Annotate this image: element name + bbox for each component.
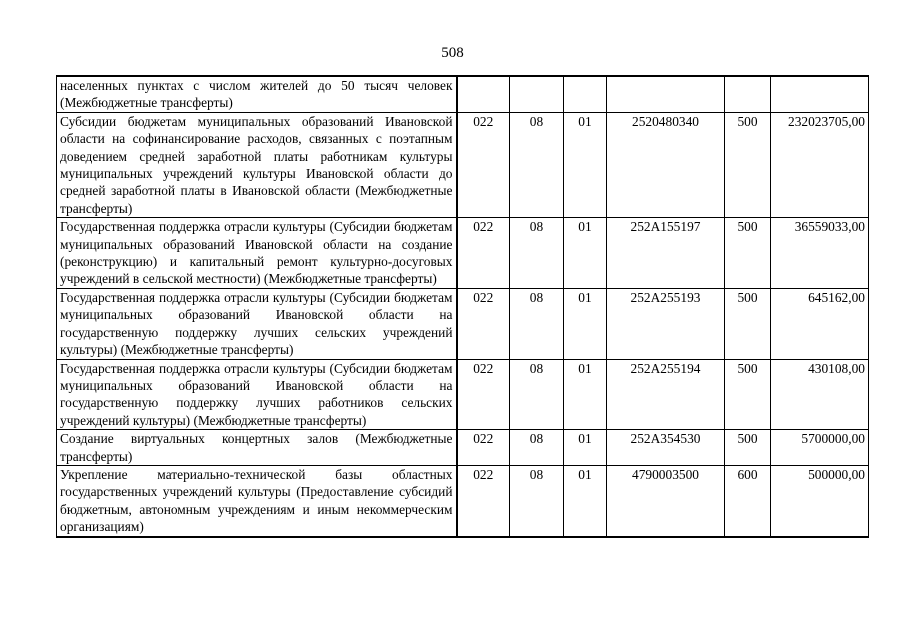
amount xyxy=(771,76,869,112)
subsection-code: 01 xyxy=(564,430,607,466)
amount: 500000,00 xyxy=(771,465,869,536)
budget-table xyxy=(56,75,869,538)
table-row xyxy=(57,465,869,536)
row-description: населенных пунктах с числом жителей до 50 тысяч человек (Межбюджетные трансферты) xyxy=(57,76,457,112)
expense-type-code: 500 xyxy=(725,430,771,466)
target-article-code: 2520480340 xyxy=(607,112,725,217)
table-row xyxy=(57,288,869,359)
subsection-code: 01 xyxy=(564,465,607,536)
ministry-code: 022 xyxy=(457,359,510,430)
row-description: Государственная поддержка отрасли культуры (Субсидии бюджетам муниципальных образований Ивановской области на государственную поддержку лучших работников сельских учреждений культуры) (Межбюджетные трансферты) xyxy=(57,359,457,430)
subsection-code xyxy=(564,76,607,112)
amount: 232023705,00 xyxy=(771,112,869,217)
section-code: 08 xyxy=(510,359,564,430)
section-code: 08 xyxy=(510,465,564,536)
section-code: 08 xyxy=(510,288,564,359)
subsection-code: 01 xyxy=(564,359,607,430)
amount: 430108,00 xyxy=(771,359,869,430)
target-article-code: 4790003500 xyxy=(607,465,725,536)
row-description: Государственная поддержка отрасли культуры (Субсидии бюджетам муниципальных образований Ивановской области на государственную поддержку лучших сельских учреждений культуры) (Межбюджетные трансферты) xyxy=(57,288,457,359)
section-code xyxy=(510,76,564,112)
row-description: Субсидии бюджетам муниципальных образований Ивановской области на софинансирование расходов, связанных с поэтапным доведением средней заработной платы работникам культуры муниципальных учреждений культуры Ивановской области до средней заработной платы в Ивановской области (Межбюджетные трансферты) xyxy=(57,112,457,217)
ministry-code xyxy=(457,76,510,112)
amount: 5700000,00 xyxy=(771,430,869,466)
expense-type-code: 500 xyxy=(725,218,771,289)
expense-type-code: 500 xyxy=(725,359,771,430)
target-article-code: 252А255194 xyxy=(607,359,725,430)
expense-type-code: 500 xyxy=(725,288,771,359)
ministry-code: 022 xyxy=(457,218,510,289)
section-code: 08 xyxy=(510,112,564,217)
section-code: 08 xyxy=(510,430,564,466)
table-row xyxy=(57,218,869,289)
ministry-code: 022 xyxy=(457,112,510,217)
expense-type-code: 500 xyxy=(725,112,771,217)
target-article-code: 252А354530 xyxy=(607,430,725,466)
amount: 645162,00 xyxy=(771,288,869,359)
row-description: Создание виртуальных концертных залов (Межбюджетные трансферты) xyxy=(57,430,457,466)
ministry-code: 022 xyxy=(457,465,510,536)
page-number: 508 xyxy=(441,45,464,61)
ministry-code: 022 xyxy=(457,430,510,466)
target-article-code xyxy=(607,76,725,112)
subsection-code: 01 xyxy=(564,218,607,289)
table-row xyxy=(57,112,869,217)
table-row xyxy=(57,76,869,112)
target-article-code: 252А155197 xyxy=(607,218,725,289)
row-description: Государственная поддержка отрасли культуры (Субсидии бюджетам муниципальных образований Ивановской области на создание (реконструкцию) и капитальный ремонт культурно-досуговых учреждений в сельской местности) (Межбюджетные трансферты) xyxy=(57,218,457,289)
section-code: 08 xyxy=(510,218,564,289)
amount: 36559033,00 xyxy=(771,218,869,289)
expense-type-code: 600 xyxy=(725,465,771,536)
table-row xyxy=(57,430,869,466)
subsection-code: 01 xyxy=(564,288,607,359)
subsection-code: 01 xyxy=(564,112,607,217)
table-row xyxy=(57,359,869,430)
target-article-code: 252А255193 xyxy=(607,288,725,359)
row-description: Укрепление материально-технической базы областных государственных учреждений культуры (Предоставление субсидий бюджетным, автономным учреждениям и иным некоммерческим организациям) xyxy=(57,465,457,536)
expense-type-code xyxy=(725,76,771,112)
ministry-code: 022 xyxy=(457,288,510,359)
